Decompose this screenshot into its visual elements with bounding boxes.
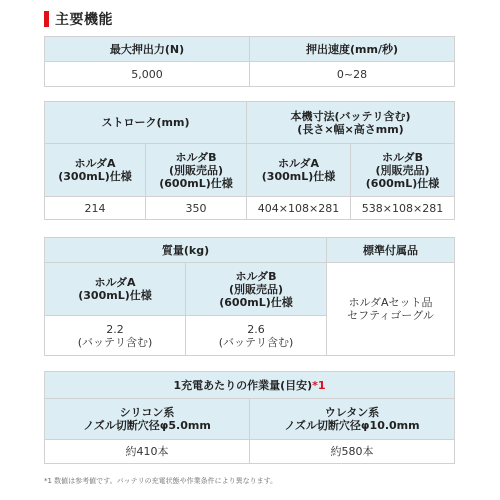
weight-holder-b-header (186, 263, 327, 316)
work-amount-title: 1充電あたりの作業量(目安) (173, 378, 313, 392)
weight-number: 2.6 (247, 322, 265, 336)
weight-note: (バッテリ含む) (77, 335, 153, 349)
weight-header: 質量(kg) (45, 238, 327, 263)
dims-holder-a-header (247, 144, 351, 197)
nozzle-spec: ノズル切断穴径φ10.0mm (284, 419, 420, 432)
urethane-value: 約580本 (250, 440, 455, 464)
weight-b-value (186, 316, 327, 356)
holder-note: (別販売品) (375, 163, 430, 177)
holder-spec: (300mL)仕様 (58, 170, 132, 183)
holder-name: ホルダA (94, 276, 136, 289)
holder-spec: (600mL)仕様 (365, 176, 440, 190)
holder-name: ホルダB (175, 150, 217, 164)
holder-spec: (600mL)仕様 (159, 176, 233, 190)
weight-a-value (45, 316, 186, 356)
force-speed-table (44, 36, 455, 87)
weight-accessories-table (44, 237, 455, 356)
weight-holder-a-header (45, 263, 186, 316)
material-name: シリコン系 (119, 406, 175, 419)
weight-number: 2.2 (106, 322, 124, 336)
silicone-header (45, 399, 250, 440)
holder-name: ホルダB (235, 269, 277, 283)
accessories-header: 標準付属品 (327, 238, 455, 263)
dims-a-value: 404×108×281 (247, 197, 351, 220)
footnote-mark: *1 (312, 378, 326, 392)
heading-accent-bar (44, 11, 49, 27)
max-force-header: 最大押出力(N) (45, 37, 250, 62)
footnote: *1 数値は参考値です。バッテリの充電状態や作業条件により異なります。 (44, 477, 278, 485)
accessory-item: ホルダAセット品 (348, 296, 433, 309)
silicone-value: 約410本 (45, 440, 250, 464)
weight-note: (バッテリ含む) (218, 335, 294, 349)
holder-spec: (300mL)仕様 (78, 289, 152, 302)
holder-note: (別販売品) (228, 282, 284, 296)
stroke-a-value: 214 (45, 197, 146, 220)
work-amount-header (45, 372, 455, 399)
holder-spec: (600mL)仕様 (219, 295, 293, 309)
stroke-holder-b-header (146, 144, 247, 197)
work-amount-table (44, 371, 455, 464)
holder-spec: (300mL)仕様 (261, 170, 336, 183)
accessory-item: セフティゴーグル (347, 309, 434, 322)
dims-b-value: 538×108×281 (351, 197, 455, 220)
stroke-holder-a-header (45, 144, 146, 197)
accessories-value (327, 263, 455, 356)
dimensions-header (247, 102, 455, 144)
speed-header: 押出速度(mm/秒) (250, 37, 455, 62)
urethane-header (250, 399, 455, 440)
material-name: ウレタン系 (324, 406, 380, 419)
stroke-header: ストローク(mm) (45, 102, 247, 144)
holder-name: ホルダA (74, 157, 116, 170)
max-force-value: 5,000 (45, 62, 250, 87)
dimensions-header-line1: 本機寸法(バッテリ含む) (290, 109, 411, 123)
nozzle-spec: ノズル切断穴径φ5.0mm (83, 419, 211, 432)
speed-value: 0~28 (250, 62, 455, 87)
section-title: 主要機能 (55, 12, 113, 28)
dimensions-header-line2: (長さ×幅×高さmm) (297, 122, 404, 136)
section-heading (44, 10, 113, 28)
stroke-dimensions-table (44, 101, 455, 220)
holder-note: (別販売品) (168, 163, 224, 177)
stroke-b-value: 350 (146, 197, 247, 220)
dims-holder-b-header (351, 144, 455, 197)
holder-name: ホルダB (382, 150, 423, 164)
holder-name: ホルダA (277, 157, 320, 170)
